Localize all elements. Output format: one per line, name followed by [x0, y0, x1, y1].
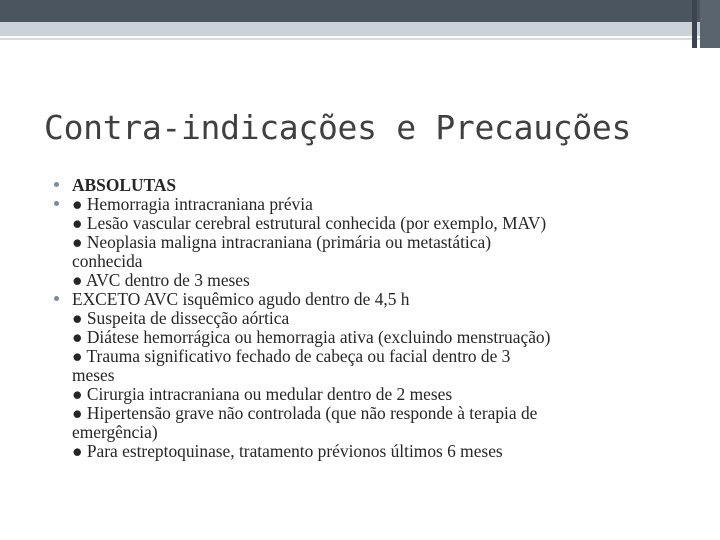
header-bar-dark: [0, 0, 720, 22]
bullet-line: ● Hemorragia intracraniana prévia: [72, 194, 313, 214]
bullet-line: conhecida: [72, 251, 143, 271]
slide-title: Contra-indicações e Precauções: [44, 108, 632, 147]
bullet-line: ● Suspeita de dissecção aórtica: [72, 308, 290, 328]
bullet-line: ● Lesão vascular cerebral estrutural conhecida (por exemplo, MAV): [72, 213, 547, 233]
bullet-item: [54, 290, 704, 461]
bullet-line: ● Cirurgia intracraniana ou medular dentro de 2 meses: [72, 384, 453, 404]
slide-body: [54, 176, 704, 461]
bullet-line: EXCETO AVC isquêmico agudo dentro de 4,5 h: [72, 289, 410, 309]
header-divider: [0, 38, 720, 40]
bullet-line: ● Trauma significativo fechado de cabeça ou facial dentro de 3: [72, 346, 511, 366]
bullet-line: ● AVC dentro de 3 meses: [72, 270, 250, 290]
bullet-dot-icon: [54, 182, 59, 187]
header-corner-block: [700, 0, 720, 48]
bullet-item: [54, 195, 704, 290]
bullet-dot-icon: [54, 296, 59, 301]
bullet-line: ● Diátese hemorrágica ou hemorragia ativa (excluindo menstruação): [72, 327, 551, 347]
bullet-dot-icon: [54, 201, 59, 206]
bullet-line: meses: [72, 365, 115, 385]
bullet-line: ● Para estreptoquinase, tratamento prévionos últimos 6 meses: [72, 441, 503, 461]
bullet-item: [54, 176, 704, 195]
bullet-line: ABSOLUTAS: [72, 175, 177, 195]
header-bar-light: [0, 22, 720, 36]
bullet-line: ● Hipertensão grave não controlada (que não responde à terapia de: [72, 403, 538, 423]
bullet-line: ● Neoplasia maligna intracraniana (primária ou metastática): [72, 232, 491, 252]
bullet-line: emergência): [72, 422, 158, 442]
header-corner-accent: [692, 0, 697, 48]
